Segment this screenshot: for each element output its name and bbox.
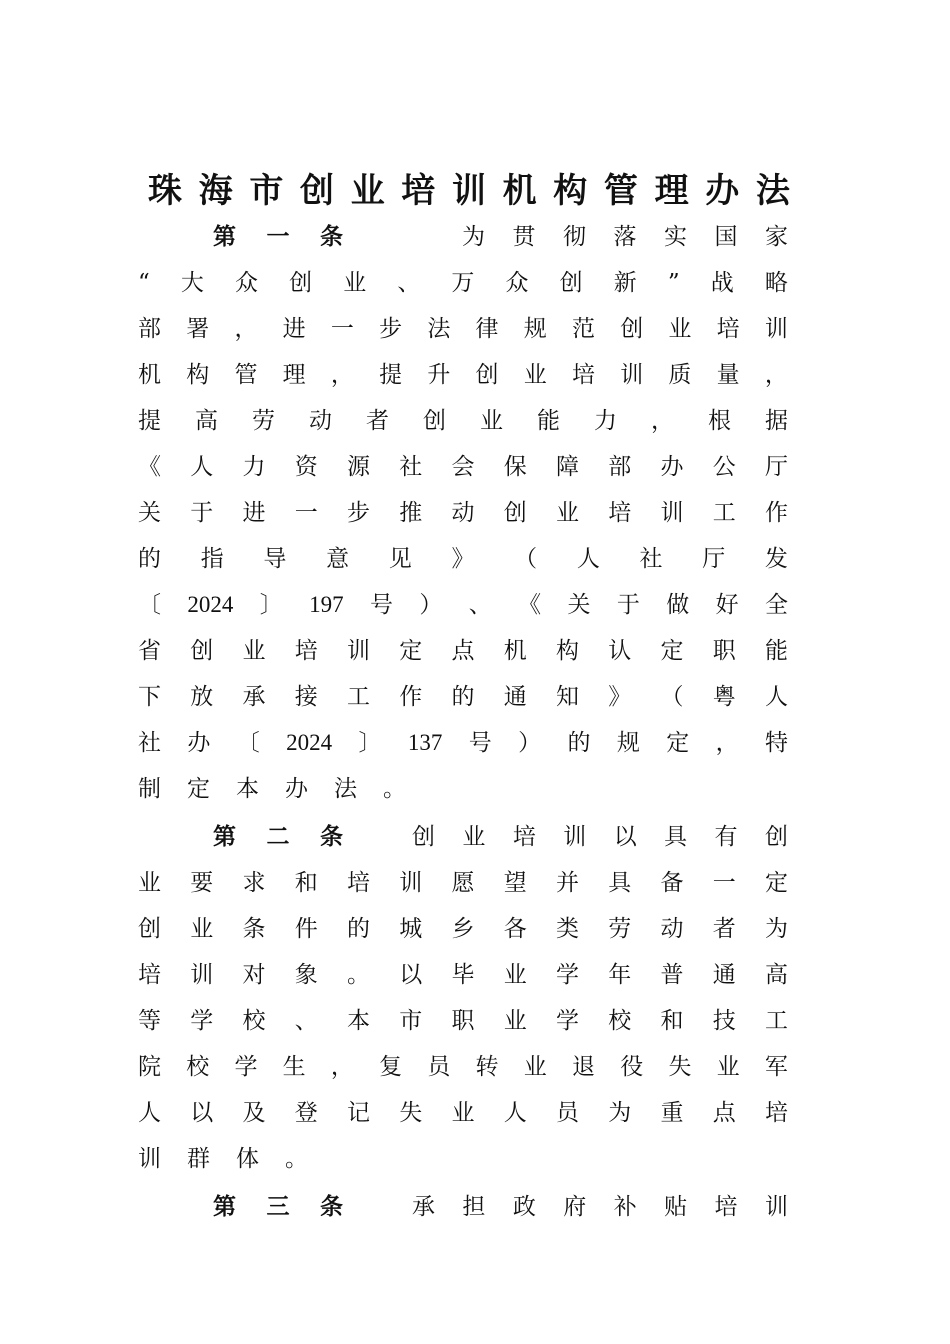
- article-2-line-1: 创 业 培 训 以 具 有 创: [412, 824, 788, 850]
- article-1-line-2: “ 大 众 创 业 、 万 众 创 新 ” 战 略: [138, 270, 788, 296]
- article-1-line-9: 〔 2024 〕 197 号 ） 、 《 关 于 做 好 全: [138, 592, 788, 618]
- article-1-heading: 第 一 条: [213, 223, 343, 250]
- article-1-line-12: 社 办 〔 2024 〕 137 号 ） 的 规 定 ， 特: [138, 730, 788, 756]
- article-2-line-6: 院 校 学 生 ， 复 员 转 业 退 役 失 业 军: [138, 1054, 788, 1080]
- article-1-line-5: 提 高 劳 动 者 创 业 能 力 ， 根 据: [138, 408, 788, 434]
- article-2-line-3: 创 业 条 件 的 城 乡 各 类 劳 动 者 为: [138, 916, 788, 942]
- article-1-line-6: 《 人 力 资 源 社 会 保 障 部 办 公 厅: [138, 454, 788, 480]
- article-3-line-1: 承 担 政 府 补 贴 培 训: [412, 1194, 788, 1220]
- article-2-line-8: 训 群 体 。: [138, 1146, 308, 1172]
- article-1-line-3: 部 署 ， 进 一 步 法 律 规 范 创 业 培 训: [138, 316, 788, 342]
- article-2-line-2: 业 要 求 和 培 训 愿 望 并 具 备 一 定: [138, 870, 788, 896]
- article-1-line-10: 省 创 业 培 训 定 点 机 构 认 定 职 能: [138, 638, 788, 664]
- article-2-line-5: 等 学 校 、 本 市 职 业 学 校 和 技 工: [138, 1008, 788, 1034]
- article-2-heading: 第 二 条: [213, 823, 343, 850]
- article-1-line-4: 机 构 管 理 ， 提 升 创 业 培 训 质 量 ，: [138, 362, 788, 388]
- article-1-line-7: 关 于 进 一 步 推 动 创 业 培 训 工 作: [138, 500, 788, 526]
- article-1-line-8: 的 指 导 意 见 》 （ 人 社 厅 发: [138, 546, 788, 572]
- article-2-line-4: 培 训 对 象 。 以 毕 业 学 年 普 通 高: [138, 962, 788, 988]
- article-1-line-11: 下 放 承 接 工 作 的 通 知 》 （ 粤 人: [138, 684, 788, 710]
- article-3-heading: 第 三 条: [213, 1193, 343, 1220]
- article-1-line-1: 为 贯 彻 落 实 国 家: [462, 224, 788, 250]
- article-1-heading-line: [213, 214, 788, 260]
- article-3-heading-line: [213, 1184, 788, 1230]
- article-2-line-7: 人 以 及 登 记 失 业 人 员 为 重 点 培: [138, 1100, 788, 1126]
- article-1-line-13: 制 定 本 办 法 。: [138, 776, 406, 802]
- document-title: 珠 海 市 创 业 培 训 机 构 管 理 办 法: [148, 171, 790, 211]
- article-2-heading-line: [213, 814, 788, 860]
